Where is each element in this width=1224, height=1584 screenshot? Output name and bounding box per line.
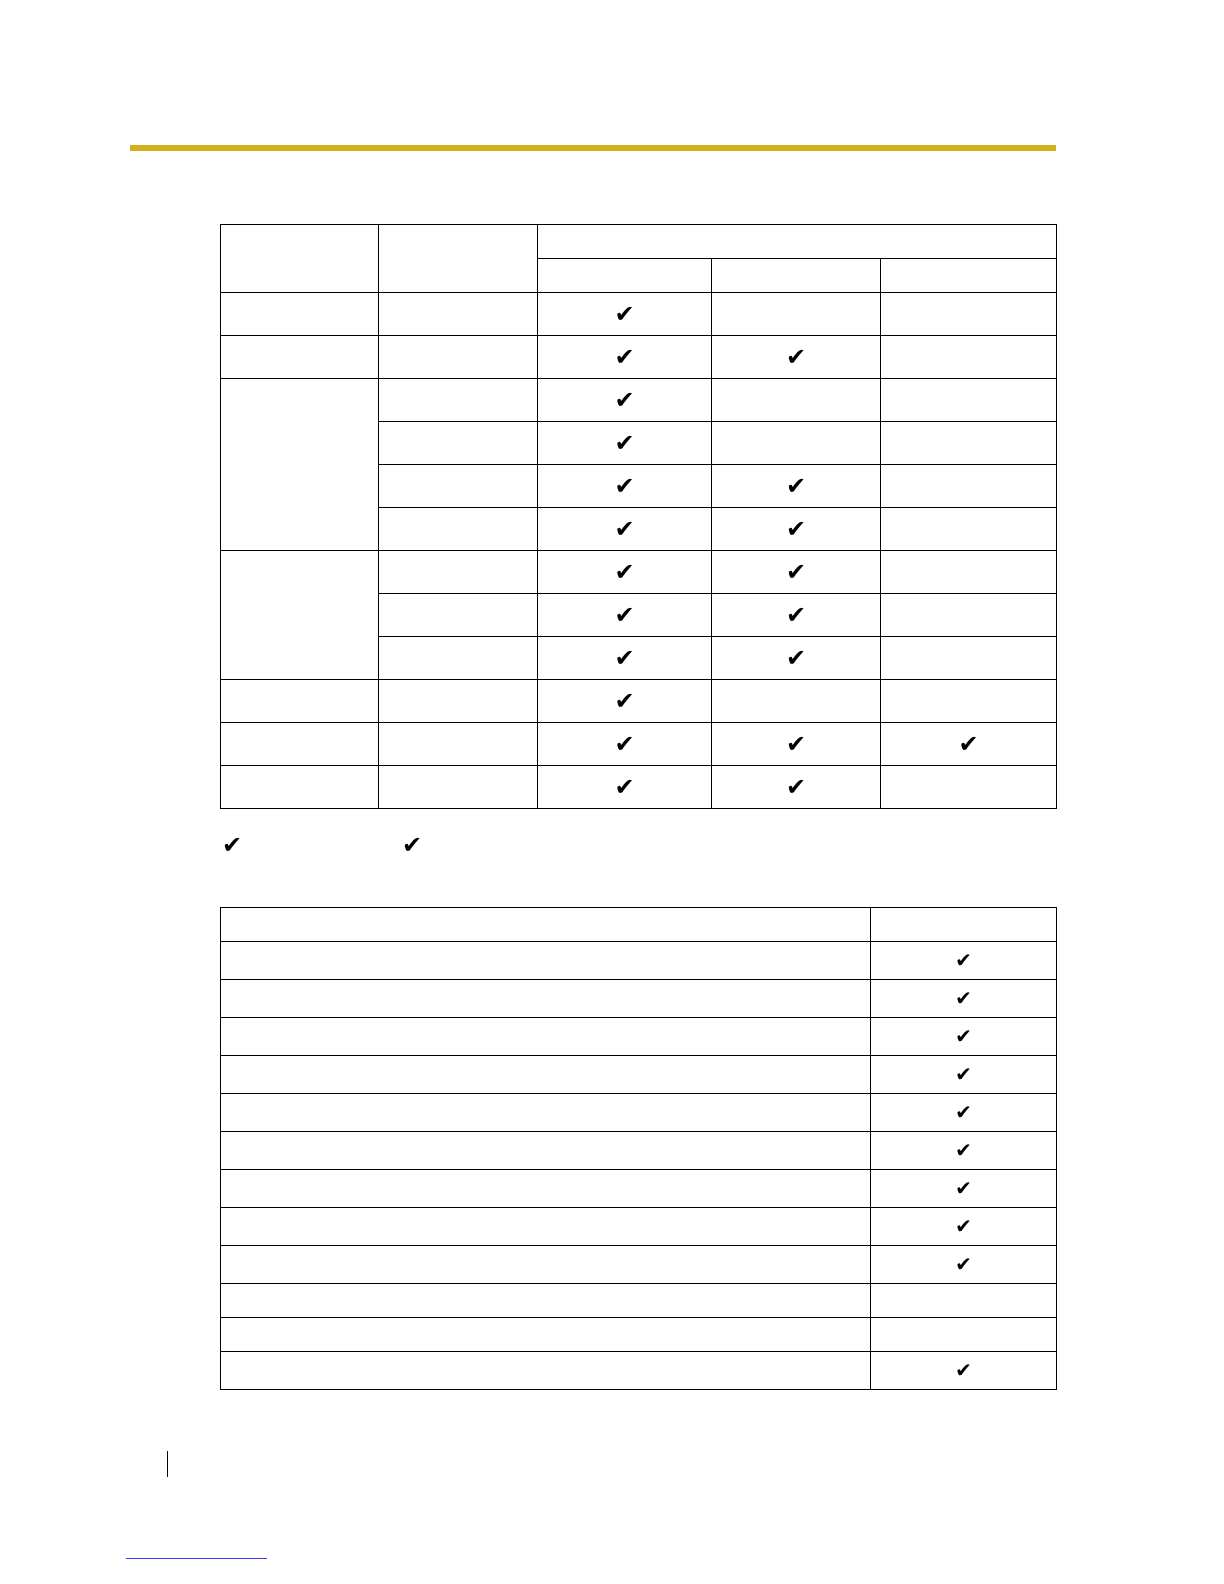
feature-cell [221, 1208, 871, 1246]
feature-cell [221, 1246, 871, 1284]
feature-cell [221, 980, 871, 1018]
check-cell [881, 379, 1057, 422]
check-cell: ✔ [871, 1018, 1057, 1056]
item-cell [379, 680, 538, 723]
check-cell: ✔ [712, 766, 881, 809]
feature-cell [221, 942, 871, 980]
feature-cell [221, 1132, 871, 1170]
check-cell: ✔ [538, 465, 712, 508]
margin-rule [167, 1451, 168, 1477]
item-cell [379, 465, 538, 508]
feature-cell [221, 1056, 871, 1094]
check-cell [712, 293, 881, 336]
item-cell [379, 594, 538, 637]
check-cell: ✔ [538, 508, 712, 551]
header-cell [881, 259, 1057, 293]
check-cell: ✔ [871, 1246, 1057, 1284]
feature-cell [221, 1094, 871, 1132]
check-cell: ✔ [712, 551, 881, 594]
category-cell [221, 723, 379, 766]
header-cell [221, 225, 379, 293]
check-cell [712, 379, 881, 422]
legend-check-mark-2: ✔ [402, 832, 423, 859]
check-cell: ✔ [538, 594, 712, 637]
item-cell [379, 637, 538, 680]
feature-matrix-table [220, 224, 1057, 809]
category-cell [221, 551, 379, 680]
check-cell: ✔ [712, 637, 881, 680]
check-cell: ✔ [712, 465, 881, 508]
check-cell: ✔ [538, 551, 712, 594]
category-cell [221, 766, 379, 809]
header-rule [130, 145, 1056, 151]
check-cell: ✔ [538, 379, 712, 422]
feature-cell [221, 1018, 871, 1056]
check-cell: ✔ [871, 980, 1057, 1018]
header-cell [538, 225, 1057, 259]
check-cell: ✔ [538, 723, 712, 766]
check-cell: ✔ [538, 680, 712, 723]
feature-cell [221, 1318, 871, 1352]
check-cell [881, 594, 1057, 637]
check-cell [881, 508, 1057, 551]
check-cell [871, 1284, 1057, 1318]
check-cell: ✔ [871, 1094, 1057, 1132]
check-cell [712, 680, 881, 723]
header-cell [221, 908, 871, 942]
check-cell [881, 465, 1057, 508]
category-cell [221, 293, 379, 336]
check-cell: ✔ [538, 422, 712, 465]
item-cell [379, 336, 538, 379]
check-cell [871, 1318, 1057, 1352]
item-cell [379, 723, 538, 766]
check-cell: ✔ [871, 942, 1057, 980]
header-cell [712, 259, 881, 293]
check-cell [712, 422, 881, 465]
item-cell [379, 379, 538, 422]
check-cell: ✔ [538, 766, 712, 809]
check-cell: ✔ [712, 723, 881, 766]
header-cell [379, 225, 538, 293]
feature-cell [221, 1352, 871, 1390]
item-cell [379, 766, 538, 809]
check-cell: ✔ [712, 594, 881, 637]
check-cell [881, 293, 1057, 336]
item-cell [379, 293, 538, 336]
feature-cell [221, 1170, 871, 1208]
check-cell: ✔ [871, 1208, 1057, 1246]
category-cell [221, 680, 379, 723]
item-cell [379, 551, 538, 594]
check-cell: ✔ [881, 723, 1057, 766]
check-cell [881, 637, 1057, 680]
check-cell: ✔ [712, 336, 881, 379]
category-cell [221, 379, 379, 551]
feature-list-table [220, 907, 1057, 1390]
feature-cell [221, 1284, 871, 1318]
header-cell [538, 259, 712, 293]
check-cell: ✔ [871, 1170, 1057, 1208]
check-cell [881, 422, 1057, 465]
footer-link-rule[interactable] [126, 1558, 267, 1559]
check-cell: ✔ [871, 1132, 1057, 1170]
check-cell: ✔ [538, 336, 712, 379]
check-cell: ✔ [712, 508, 881, 551]
check-cell: ✔ [538, 293, 712, 336]
item-cell [379, 508, 538, 551]
check-cell [881, 680, 1057, 723]
category-cell [221, 336, 379, 379]
header-cell [871, 908, 1057, 942]
check-cell: ✔ [871, 1352, 1057, 1390]
legend-check-mark-1: ✔ [222, 832, 243, 859]
check-cell [881, 336, 1057, 379]
check-cell: ✔ [538, 637, 712, 680]
check-cell [881, 551, 1057, 594]
item-cell [379, 422, 538, 465]
check-cell [881, 766, 1057, 809]
check-cell: ✔ [871, 1056, 1057, 1094]
